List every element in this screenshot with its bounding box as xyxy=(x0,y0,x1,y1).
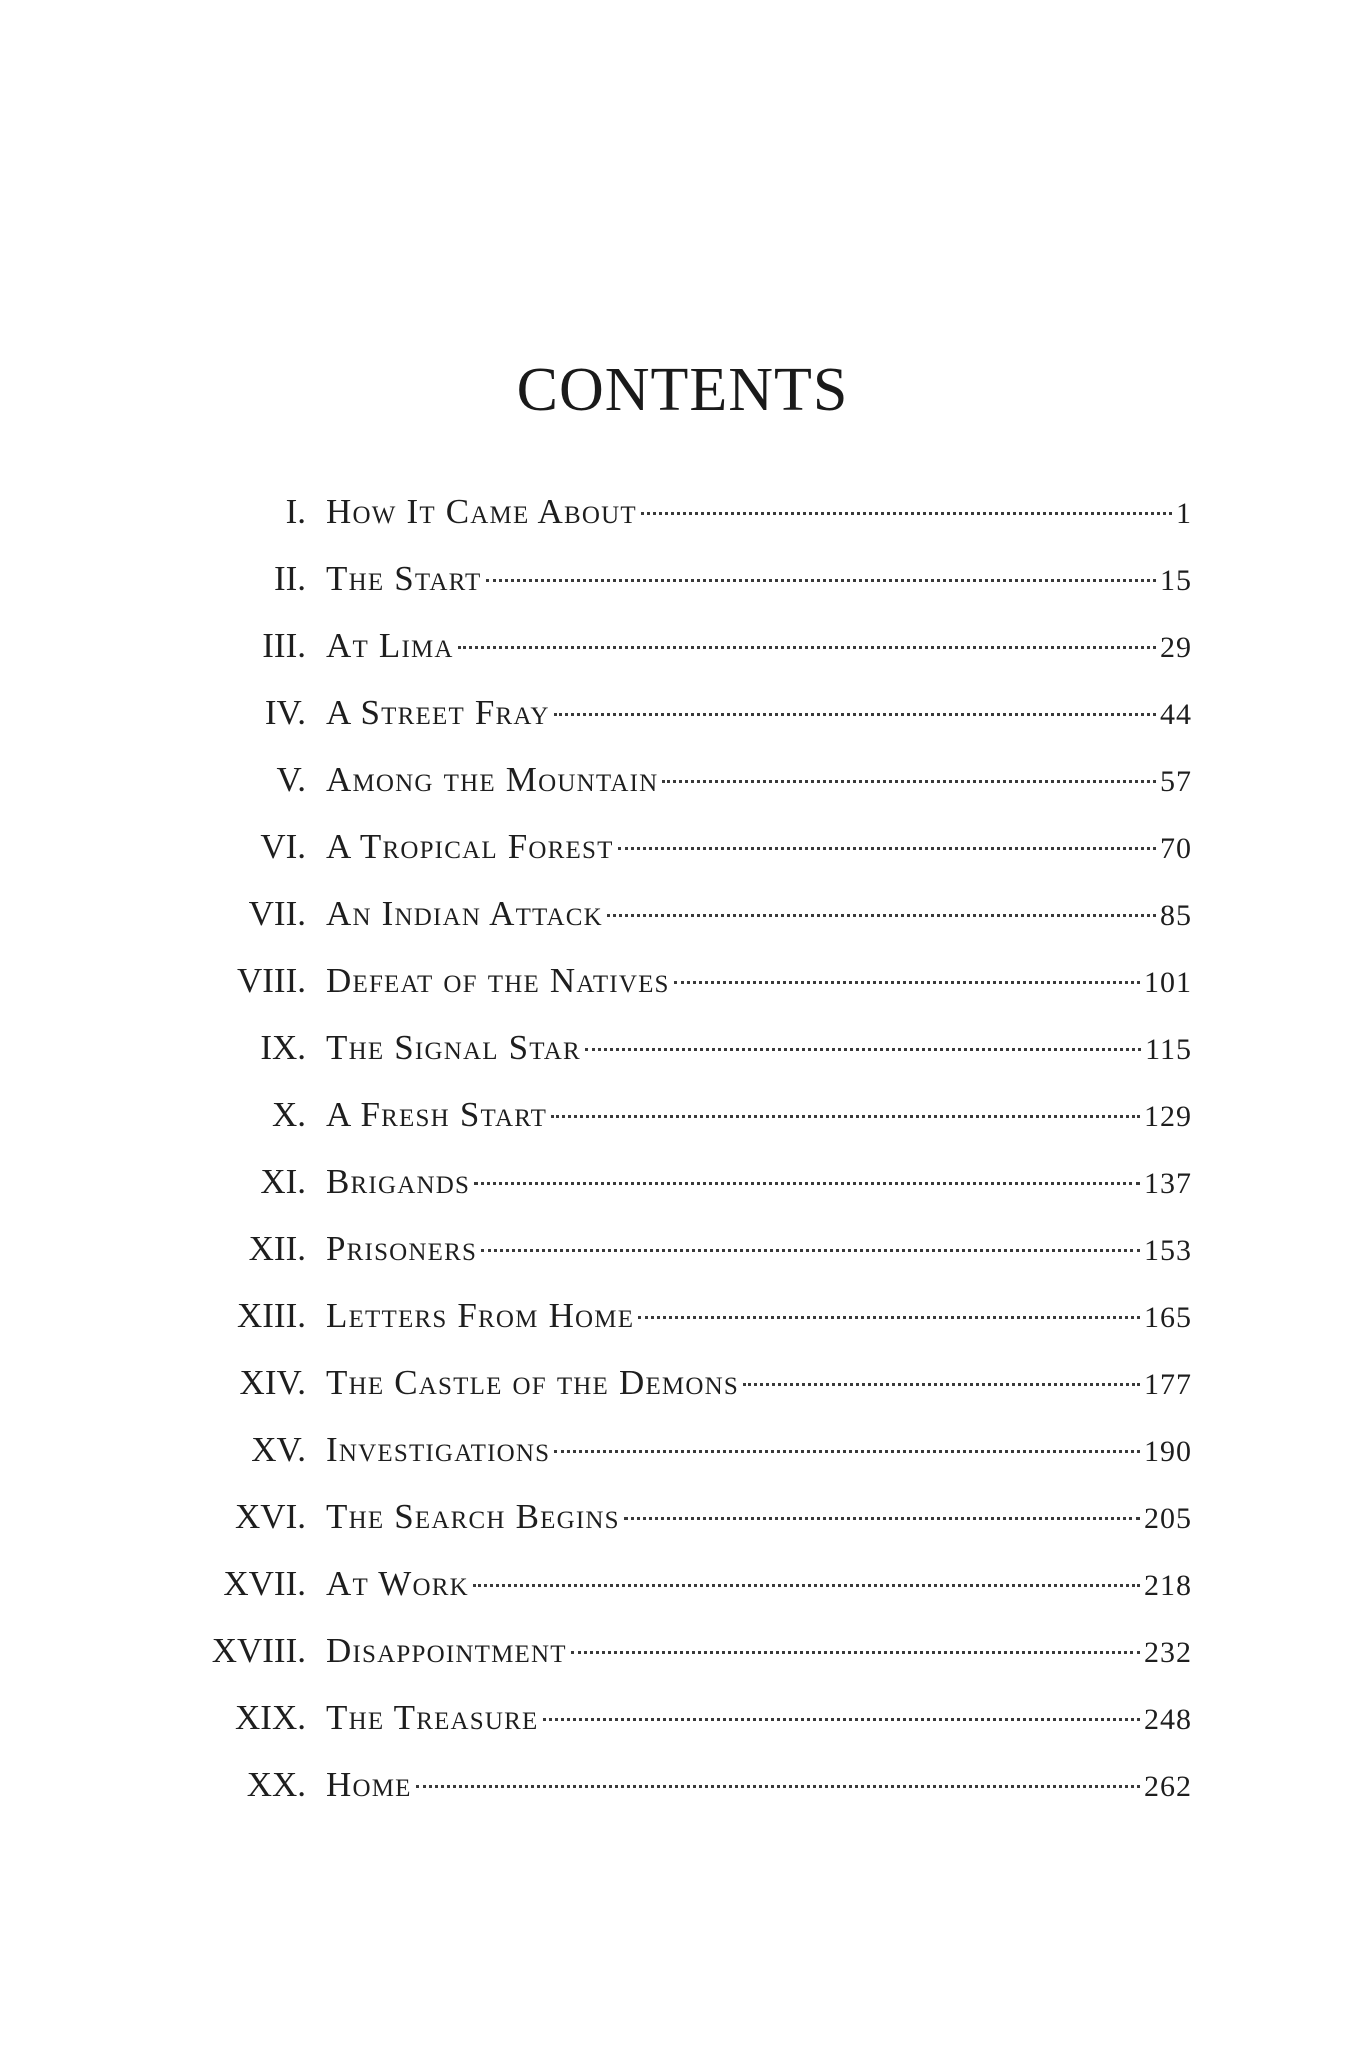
chapter-title: How It Came About xyxy=(326,492,637,531)
dot-leader xyxy=(743,1383,1140,1386)
chapter-entry xyxy=(326,620,1192,674)
chapter-title: Among the Mountain xyxy=(326,760,659,799)
chapter-entry xyxy=(326,1424,1192,1478)
toc-entry[interactable] xyxy=(0,1223,1365,1290)
chapter-entry xyxy=(326,1089,1192,1143)
chapter-title: The Treasure xyxy=(326,1698,539,1737)
chapter-entry xyxy=(326,1759,1192,1813)
chapter-numeral: XV. xyxy=(251,1430,306,1469)
chapter-numeral: VII. xyxy=(248,894,306,933)
chapter-title: Disappointment xyxy=(326,1631,567,1670)
page-number: 29 xyxy=(1160,631,1192,664)
page-number: 165 xyxy=(1144,1301,1192,1334)
page-number: 177 xyxy=(1144,1368,1192,1401)
toc-entry[interactable] xyxy=(0,1625,1365,1692)
dot-leader xyxy=(473,1584,1140,1587)
chapter-entry xyxy=(326,1491,1192,1545)
table-of-contents xyxy=(0,486,1365,1826)
chapter-title: The Search Begins xyxy=(326,1497,620,1536)
page-number: 115 xyxy=(1145,1033,1192,1066)
chapter-numeral: V. xyxy=(276,760,306,799)
chapter-numeral: III. xyxy=(262,626,306,665)
chapter-entry xyxy=(326,486,1192,540)
chapter-title: A Tropical Forest xyxy=(326,827,614,866)
chapter-numeral: X. xyxy=(271,1095,306,1134)
page-number: 205 xyxy=(1144,1502,1192,1535)
chapter-numeral: VI. xyxy=(260,827,306,866)
chapter-numeral: IV. xyxy=(264,693,306,732)
page-number: 101 xyxy=(1144,966,1192,999)
chapter-entry xyxy=(326,1625,1192,1679)
chapter-title: Home xyxy=(326,1765,412,1804)
chapter-numeral: I. xyxy=(285,492,306,531)
dot-leader xyxy=(607,914,1156,917)
toc-entry[interactable] xyxy=(0,1759,1365,1826)
toc-entry[interactable] xyxy=(0,1357,1365,1424)
toc-entry[interactable] xyxy=(0,1491,1365,1558)
toc-entry[interactable] xyxy=(0,1022,1365,1089)
toc-entry[interactable] xyxy=(0,687,1365,754)
dot-leader xyxy=(474,1182,1140,1185)
chapter-entry xyxy=(326,1223,1192,1277)
chapter-numeral: VIII. xyxy=(237,961,306,1000)
chapter-entry xyxy=(326,1156,1192,1210)
toc-entry[interactable] xyxy=(0,1424,1365,1491)
chapter-title: Letters From Home xyxy=(326,1296,635,1335)
dot-leader xyxy=(554,1450,1140,1453)
chapter-title: Prisoners xyxy=(326,1229,478,1268)
page-number: 232 xyxy=(1144,1636,1192,1669)
chapter-numeral: XI. xyxy=(260,1162,306,1201)
chapter-entry xyxy=(326,754,1192,808)
toc-entry[interactable] xyxy=(0,821,1365,888)
chapter-entry xyxy=(326,553,1192,607)
chapter-numeral: II. xyxy=(273,559,306,598)
page-number: 190 xyxy=(1144,1435,1192,1468)
dot-leader xyxy=(585,1048,1141,1051)
page-number: 85 xyxy=(1160,899,1192,932)
toc-entry[interactable] xyxy=(0,1558,1365,1625)
chapter-title: The Castle of the Demons xyxy=(326,1363,739,1402)
toc-entry[interactable] xyxy=(0,1290,1365,1357)
chapter-entry xyxy=(326,821,1192,875)
toc-entry[interactable] xyxy=(0,888,1365,955)
chapter-title: At Lima xyxy=(326,626,454,665)
chapter-entry xyxy=(326,1692,1192,1746)
page-number: 129 xyxy=(1144,1100,1192,1133)
chapter-title: Investigations xyxy=(326,1430,551,1469)
toc-entry[interactable] xyxy=(0,553,1365,620)
dot-leader xyxy=(662,780,1156,783)
chapter-title: A Street Fray xyxy=(326,693,550,732)
dot-leader xyxy=(571,1651,1140,1654)
chapter-entry xyxy=(326,1022,1192,1076)
chapter-numeral: XVII. xyxy=(223,1564,306,1603)
dot-leader xyxy=(486,579,1157,582)
chapter-numeral: XIV. xyxy=(239,1363,306,1402)
chapter-title: The Start xyxy=(326,559,482,598)
toc-entry[interactable] xyxy=(0,1089,1365,1156)
page-number: 15 xyxy=(1160,564,1192,597)
chapter-numeral: XII. xyxy=(248,1229,306,1268)
page-number: 44 xyxy=(1160,698,1192,731)
dot-leader xyxy=(551,1115,1140,1118)
chapter-title: Defeat of the Natives xyxy=(326,961,670,1000)
dot-leader xyxy=(481,1249,1140,1252)
chapter-numeral: XIII. xyxy=(237,1296,306,1335)
toc-entry[interactable] xyxy=(0,620,1365,687)
dot-leader xyxy=(458,646,1156,649)
chapter-title: The Signal Star xyxy=(326,1028,581,1067)
page-number: 57 xyxy=(1160,765,1192,798)
chapter-title: Brigands xyxy=(326,1162,471,1201)
chapter-entry xyxy=(326,1558,1192,1612)
chapter-numeral: XIX. xyxy=(235,1698,306,1737)
toc-entry[interactable] xyxy=(0,955,1365,1022)
dot-leader xyxy=(618,847,1156,850)
dot-leader xyxy=(638,1316,1140,1319)
chapter-entry xyxy=(326,888,1192,942)
chapter-title: A Fresh Start xyxy=(326,1095,548,1134)
dot-leader xyxy=(416,1785,1140,1788)
page-number: 153 xyxy=(1144,1234,1192,1267)
chapter-numeral: IX. xyxy=(260,1028,306,1067)
page-number: 137 xyxy=(1144,1167,1192,1200)
page-number: 218 xyxy=(1144,1569,1192,1602)
page-number: 248 xyxy=(1144,1703,1192,1736)
chapter-entry xyxy=(326,687,1192,741)
chapter-numeral: XX. xyxy=(246,1765,306,1804)
dot-leader xyxy=(543,1718,1140,1721)
chapter-numeral: XVIII. xyxy=(211,1631,306,1670)
page-title: CONTENTS xyxy=(516,356,849,424)
dot-leader xyxy=(641,512,1172,515)
dot-leader xyxy=(554,713,1156,716)
chapter-title: At Work xyxy=(326,1564,469,1603)
chapter-title: An Indian Attack xyxy=(326,894,603,933)
toc-entry[interactable] xyxy=(0,486,1365,553)
toc-entry[interactable] xyxy=(0,1156,1365,1223)
page-number: 1 xyxy=(1176,497,1192,530)
toc-entry[interactable] xyxy=(0,754,1365,821)
dot-leader xyxy=(674,981,1140,984)
dot-leader xyxy=(624,1517,1140,1520)
chapter-entry xyxy=(326,1290,1192,1344)
chapter-numeral: XVI. xyxy=(235,1497,306,1536)
page-number: 70 xyxy=(1160,832,1192,865)
page-number: 262 xyxy=(1144,1770,1192,1803)
toc-entry[interactable] xyxy=(0,1692,1365,1759)
chapter-entry xyxy=(326,1357,1192,1411)
chapter-entry xyxy=(326,955,1192,1009)
